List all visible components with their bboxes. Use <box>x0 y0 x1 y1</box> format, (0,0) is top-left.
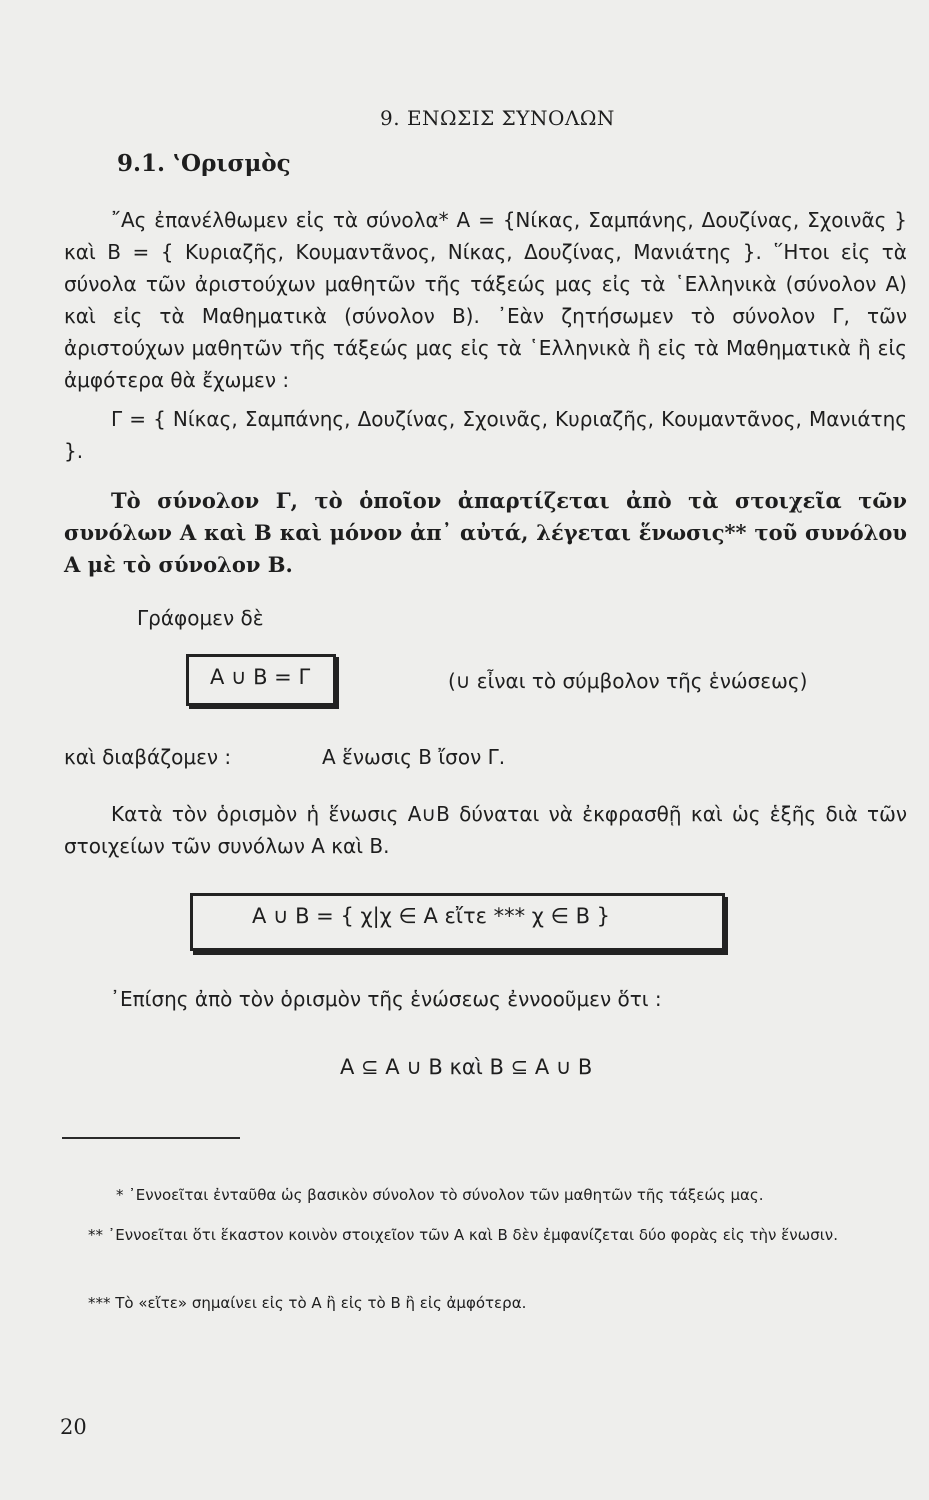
set-builder-formula: Α ∪ Β = { χ|χ ∈ Α εἴτε *** χ ∈ Β } <box>252 904 611 928</box>
reading-label: καὶ διαβάζομεν : <box>64 745 232 769</box>
also-line: ᾿Επίσης ἀπὸ τὸν ὁρισμὸν τῆς ἑνώσεως ἐννοοῦμεν ὅτι : <box>110 987 662 1011</box>
set-gamma-text: Γ = { Νίκας, Σαμπάνης, Δουζίνας, Σχοινᾶς, Κυριαζῆς, Κουμαντᾶνος, Μανιάτης }. <box>64 407 907 463</box>
footnote-3: *** Τὸ «εἴτε» σημαίνει εἰς τὸ Α ἢ εἰς τὸ Β ἢ εἰς ἀμφότερα. <box>88 1294 527 1312</box>
expression-paragraph <box>64 798 907 862</box>
subset-relation: Α ⊆ Α ∪ Β καὶ Β ⊆ Α ∪ Β <box>340 1055 593 1079</box>
writing-label: Γράφομεν δὲ <box>137 606 264 630</box>
chapter-title: 9. ΕΝΩΣΙΣ ΣΥΝΟΛΩΝ <box>380 106 615 130</box>
section-title: 9.1. ‛Ορισμὸς <box>117 150 291 177</box>
intro-text: ῎Ας ἐπανέλθωμεν εἰς τὰ σύνολα* Α = {Νίκας, Σαμπάνης, Δουζίνας, Σχοινᾶς } καὶ Β = { Κυριαζῆς, Κουμαντᾶνος, Νίκας, Δουζίνας, Μανιάτης }. ῞Ητοι εἰς τὰ σύνολα τῶν ἀριστούχων μαθητῶν τῆς τάξεώς μας εἰς τὰ ῾Ελληνικὰ (σύνολον Α) καὶ εἰς τὰ Μαθηματικὰ (σύνολον Β). ᾿Εὰν ζητήσωμεν τὸ σύνολον Γ, τῶν ἀριστούχων μαθητῶν τῆς τάξεώς μας εἰς τὰ ῾Ελληνικὰ ἢ εἰς τὰ Μαθηματικὰ ἢ εἰς ἀμφότερα θὰ ἔχωμεν : <box>64 208 907 392</box>
expression-text: Κατὰ τὸν ὁρισμὸν ἡ ἕνωσις Α∪Β δύναται νὰ ἐκφρασθῇ καὶ ὡς ἑξῆς διὰ τῶν στοιχείων τῶν συνόλων Α καὶ Β. <box>64 802 907 858</box>
set-gamma-paragraph <box>64 403 907 467</box>
footnote-1: * ᾿Εννοεῖται ἐνταῦθα ὡς βασικὸν σύνολον τὸ σύνολον τῶν μαθητῶν τῆς τάξεώς μας. <box>116 1186 764 1204</box>
definition-text: Τὸ σύνολον Γ, τὸ ὁποῖον ἀπαρτίζεται ἀπὸ τὰ στοιχεῖα τῶν συνόλων Α καὶ Β καὶ μόνον ἀπ᾿ αὐτά, λέγεται ἕνωσις** τοῦ συνόλου Α μὲ τὸ σύνολον Β. <box>64 488 907 577</box>
intro-paragraph <box>64 204 907 396</box>
definition-paragraph <box>64 485 907 581</box>
footnote-2: ** ᾿Εννοεῖται ὅτι ἕκαστον κοινὸν στοιχεῖον τῶν Α καὶ Β δὲν ἐμφανίζεται δύο φορὰς εἰς τὴν ἕνωσιν. <box>88 1226 838 1244</box>
footnote-divider <box>62 1137 240 1139</box>
symbol-note: (∪ εἶναι τὸ σύμβολον τῆς ἑνώσεως) <box>448 669 808 693</box>
reading-value: Α ἕνωσις Β ἴσον Γ. <box>322 745 506 769</box>
page-number: 20 <box>60 1415 87 1439</box>
union-formula: Α ∪ Β = Γ <box>210 665 311 689</box>
